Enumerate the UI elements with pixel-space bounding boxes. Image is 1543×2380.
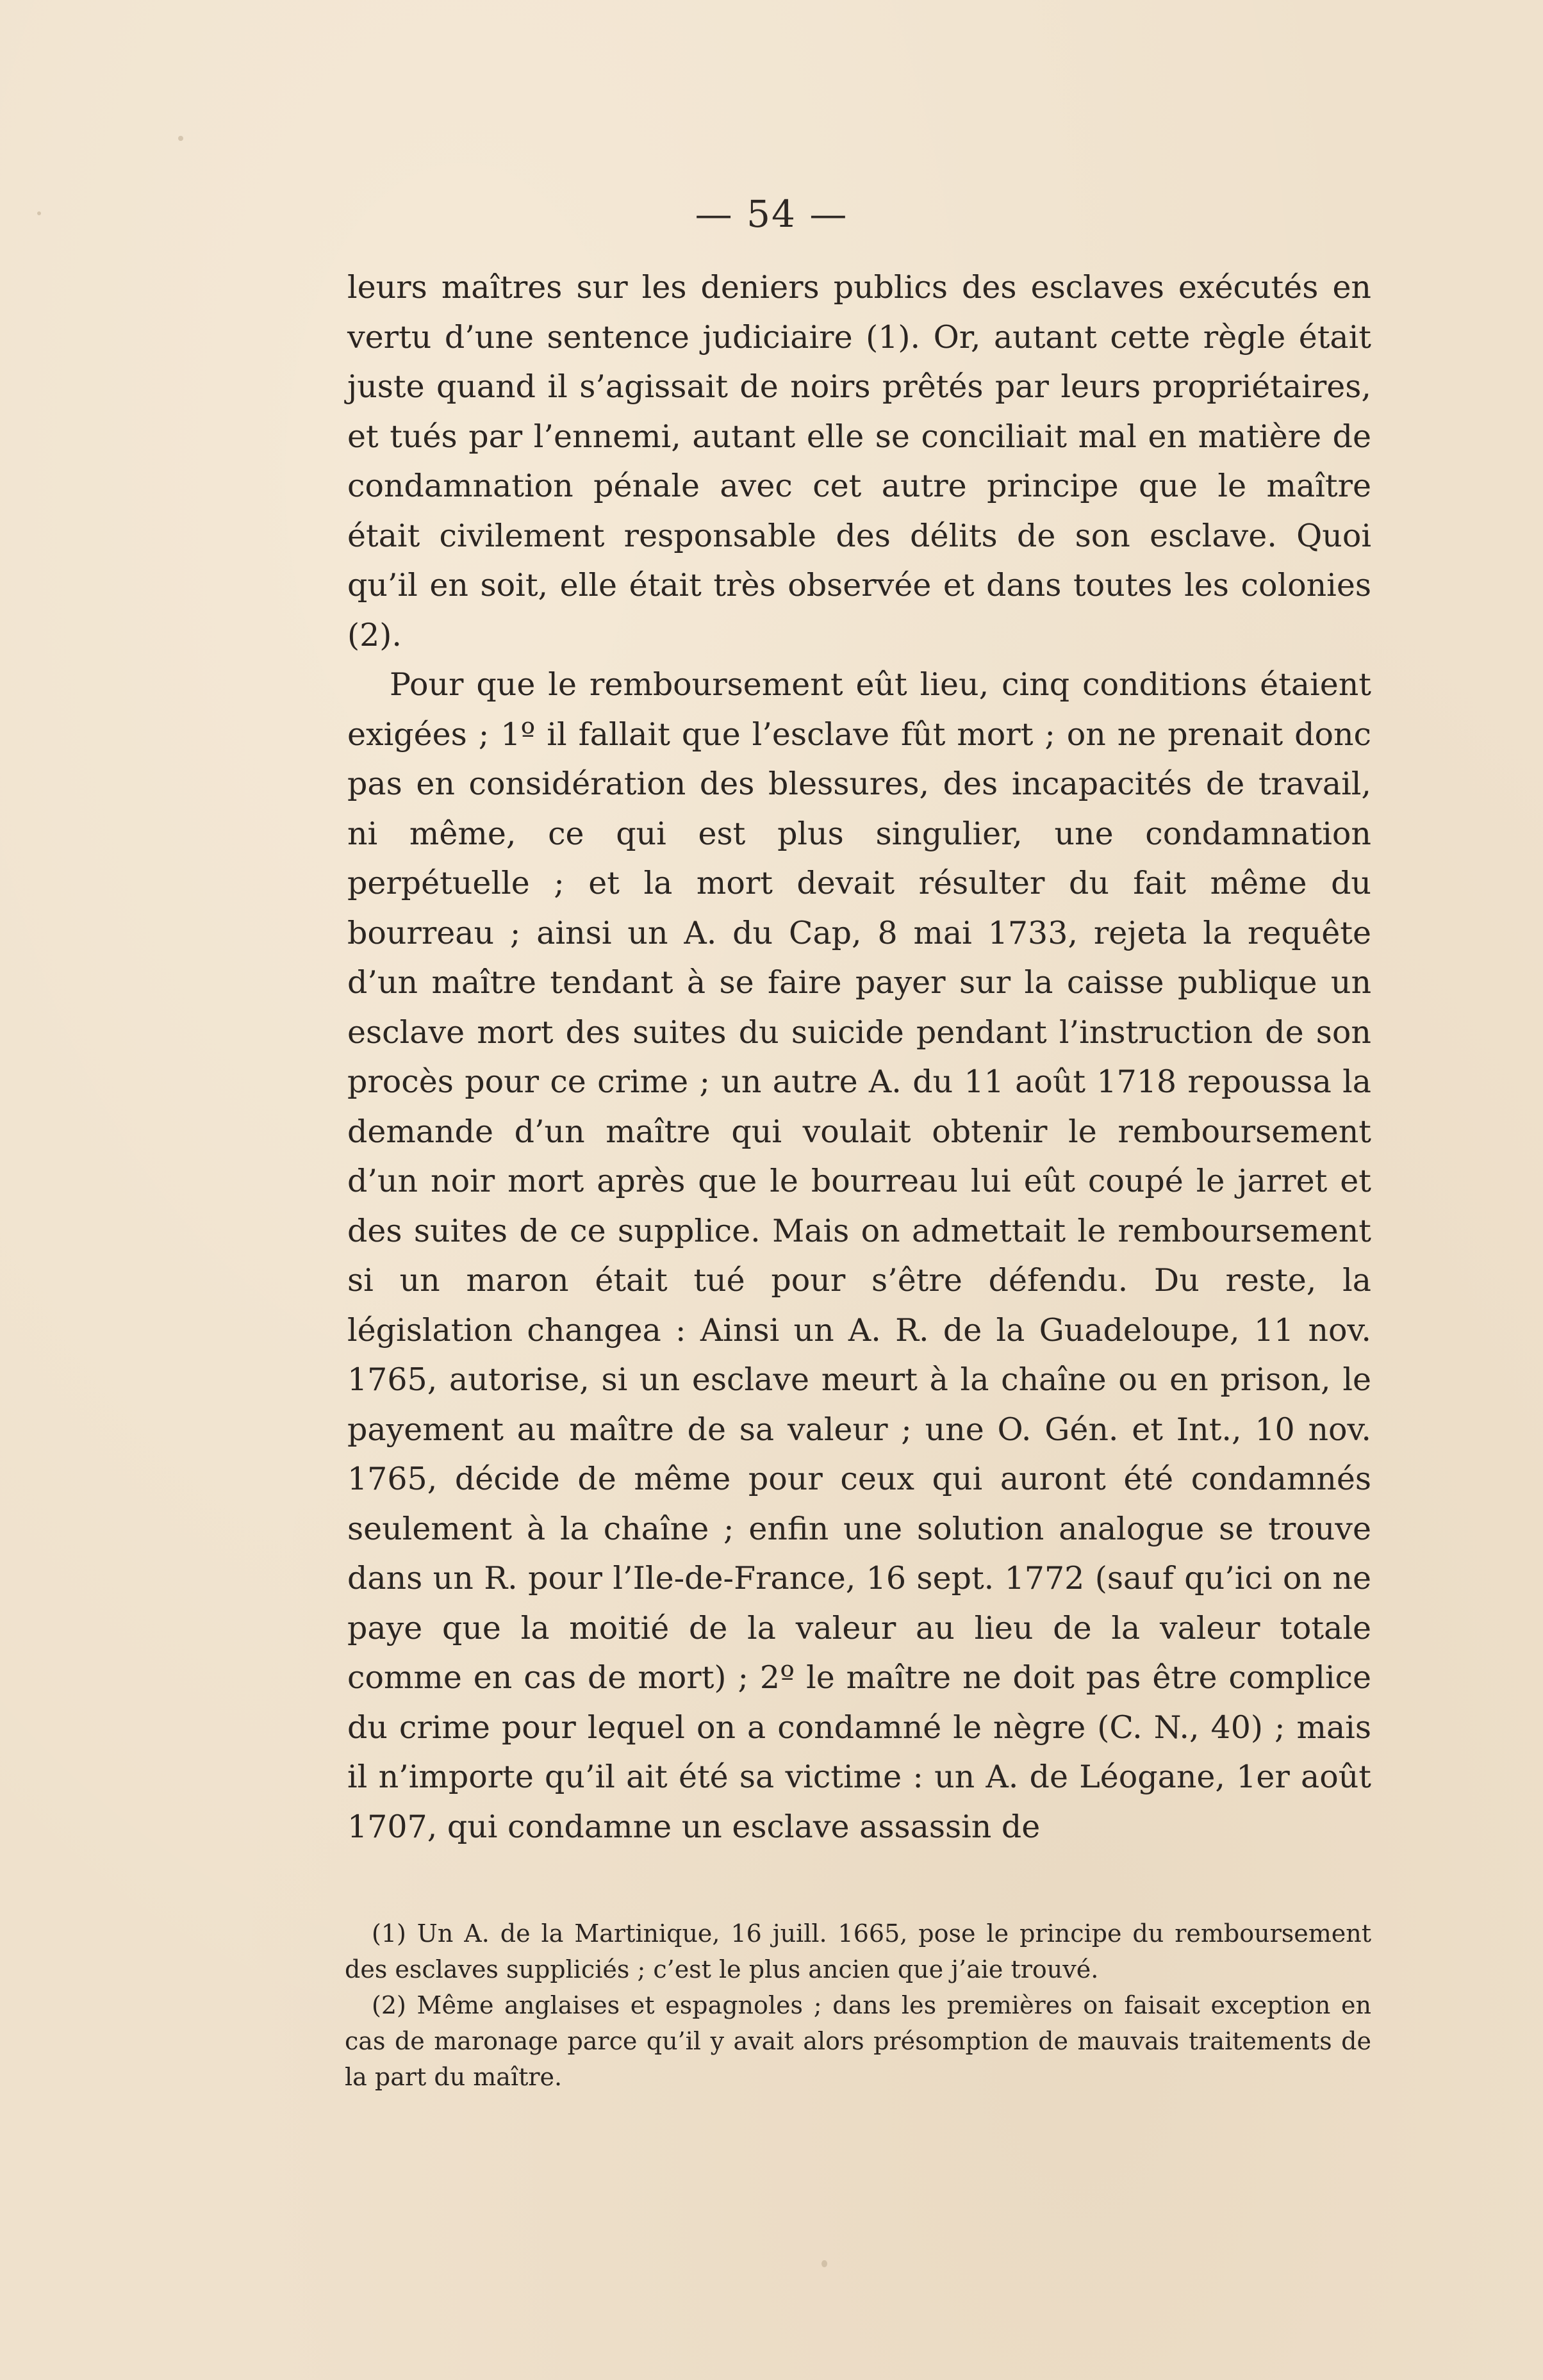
paper-speck (37, 211, 41, 215)
footnote-1: (1) Un A. de la Martinique, 16 juill. 1665, pose le principe du remboursement des esclaves suppliciés ; c’est le plus ancien que j’aie trouvé. (345, 1919, 1371, 1983)
footnote-2: (2) Même anglaises et espagnoles ; dans les premières on faisait exception en cas de maronage parce qu’il y avait alors présomption de mauvais traitements de la part du maître. (345, 1991, 1371, 2091)
paragraph-continuation: leurs maîtres sur les deniers publics des esclaves exécutés en vertu d’une sentence judiciaire (1). Or, autant cette règle était juste quand il s’agissait de noirs prêtés par leurs propriétaires, et tués par l’ennemi, autant elle se conciliait mal en matière de condamnation pénale avec cet autre principe que le maître était civilement responsable des délits de son esclave. Quoi qu’il en soit, elle était très observée et dans toutes les colonies (2). (347, 269, 1371, 653)
footnotes (345, 1916, 1371, 2095)
paper-speck (821, 2260, 827, 2267)
paper-speck (178, 136, 183, 141)
paragraph-conditions: Pour que le remboursement eût lieu, cinq conditions étaient exigées ; 1º il fallait que l’esclave fût mort ; on ne prenait donc pas en considération des blessures, des incapacités de travail, ni même, ce qui est plus singulier, une condamnation perpétuelle ; et la mort devait résulter du fait même du bourreau ; ainsi un A. du Cap, 8 mai 1733, rejeta la requête d’un maître tendant à se faire payer sur la caisse publique un esclave mort des suites du suicide pendant l’instruction de son procès pour ce crime ; un autre A. du 11 août 1718 repoussa la demande d’un maître qui voulait obtenir le remboursement d’un noir mort après que le bourreau lui eût coupé le jarret et des suites de ce supplice. Mais on admettait le remboursement si un maron était tué pour s’être défendu. Du reste, la législation changea : Ainsi un A. R. de la Guadeloupe, 11 nov. 1765, autorise, si un esclave meurt à la chaîne ou en prison, le payement au maître de sa valeur ; une O. Gén. et Int., 10 nov. 1765, décide de même pour ceux qui auront été condamnés seulement à la chaîne ; enfin une solution analogue se trouve dans un R. pour l’Ile-de-France, 16 sept. 1772 (sauf qu’ici on ne paye que la moitié de la valeur au lieu de la valeur totale comme en cas de mort) ; 2º le maître ne doit pas être complice du crime pour lequel on a condamné le nègre (C. N., 40) ; mais il n’importe qu’il ait été sa victime : un A. de Léogane, 1er août 1707, qui condamne un esclave assassin de (347, 666, 1371, 1845)
main-text (347, 263, 1371, 1851)
page-number: — 54 — (695, 192, 848, 236)
